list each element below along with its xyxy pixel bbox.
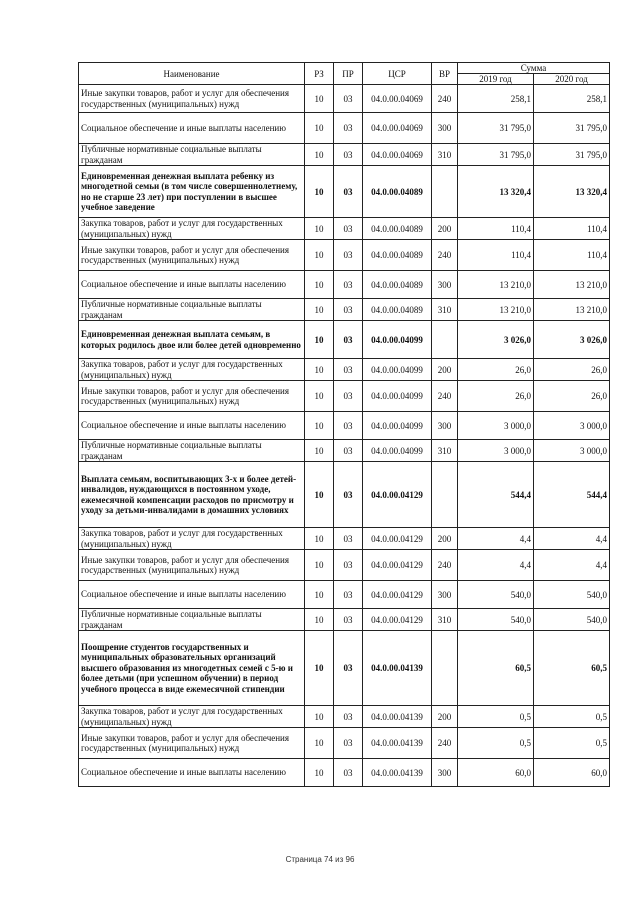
cell-pr: 03 (334, 144, 363, 166)
cell-name: Выплата семьям, воспитывающих 3-х и более детей-инвалидов, нуждающихся в постоянном уходе, ежемесячной компенсации расходов по присмотру и уходу за детьми-инвалидами в домашних условиях (79, 462, 305, 528)
table-row (79, 550, 610, 581)
cell-rz: 10 (305, 412, 334, 440)
cell-name: Иные закупки товаров, работ и услуг для обеспечения государственных (муниципальных) нужд (79, 381, 305, 412)
cell-pr: 03 (334, 728, 363, 759)
cell-pr: 03 (334, 85, 363, 113)
cell-vr: 300 (432, 759, 458, 787)
cell-vr: 240 (432, 550, 458, 581)
cell-csr: 04.0.00.04139 (363, 759, 432, 787)
table-row (79, 381, 610, 412)
cell-name: Единовременная денежная выплата семьям, в которых родилось двое или более детей одновременно (79, 321, 305, 359)
table-row (79, 113, 610, 144)
cell-csr: 04.0.00.04069 (363, 144, 432, 166)
cell-sum-2020: 60,0 (534, 759, 610, 787)
cell-rz: 10 (305, 759, 334, 787)
cell-sum-2020: 4,4 (534, 550, 610, 581)
cell-pr: 03 (334, 299, 363, 321)
cell-rz: 10 (305, 462, 334, 528)
cell-rz: 10 (305, 271, 334, 299)
cell-rz: 10 (305, 166, 334, 218)
cell-sum-2019: 0,5 (458, 728, 534, 759)
cell-pr: 03 (334, 581, 363, 609)
cell-rz: 10 (305, 240, 334, 271)
table-row (79, 299, 610, 321)
cell-rz: 10 (305, 631, 334, 706)
cell-csr: 04.0.00.04099 (363, 381, 432, 412)
cell-vr: 300 (432, 113, 458, 144)
cell-csr: 04.0.00.04089 (363, 271, 432, 299)
table-row (79, 759, 610, 787)
cell-sum-2019: 31 795,0 (458, 113, 534, 144)
table-row (79, 412, 610, 440)
cell-rz: 10 (305, 321, 334, 359)
cell-name: Социальное обеспечение и иные выплаты населению (79, 412, 305, 440)
cell-vr: 310 (432, 440, 458, 462)
cell-vr: 200 (432, 218, 458, 240)
cell-pr: 03 (334, 759, 363, 787)
cell-rz: 10 (305, 706, 334, 728)
cell-pr: 03 (334, 631, 363, 706)
header-2020: 2020 год (534, 74, 610, 85)
cell-sum-2019: 13 210,0 (458, 299, 534, 321)
cell-rz: 10 (305, 381, 334, 412)
cell-sum-2020: 540,0 (534, 609, 610, 631)
cell-sum-2019: 4,4 (458, 550, 534, 581)
cell-pr: 03 (334, 113, 363, 144)
cell-vr: 300 (432, 412, 458, 440)
cell-sum-2020: 544,4 (534, 462, 610, 528)
cell-sum-2020: 13 320,4 (534, 166, 610, 218)
cell-pr: 03 (334, 166, 363, 218)
cell-rz: 10 (305, 85, 334, 113)
cell-sum-2020: 0,5 (534, 706, 610, 728)
cell-name: Закупка товаров, работ и услуг для государственных (муниципальных) нужд (79, 359, 305, 381)
cell-pr: 03 (334, 462, 363, 528)
cell-csr: 04.0.00.04129 (363, 609, 432, 631)
cell-rz: 10 (305, 359, 334, 381)
cell-pr: 03 (334, 218, 363, 240)
cell-sum-2020: 4,4 (534, 528, 610, 550)
table-row (79, 271, 610, 299)
table-row (79, 528, 610, 550)
table-row (79, 166, 610, 218)
cell-sum-2019: 60,0 (458, 759, 534, 787)
cell-csr: 04.0.00.04089 (363, 299, 432, 321)
cell-rz: 10 (305, 218, 334, 240)
table-row (79, 462, 610, 528)
header-name: Наименование (79, 63, 305, 85)
table-row (79, 240, 610, 271)
cell-csr: 04.0.00.04069 (363, 85, 432, 113)
cell-pr: 03 (334, 550, 363, 581)
cell-vr: 200 (432, 706, 458, 728)
cell-vr (432, 631, 458, 706)
cell-pr: 03 (334, 528, 363, 550)
table-row (79, 144, 610, 166)
cell-sum-2020: 26,0 (534, 381, 610, 412)
header-sum: Сумма (458, 63, 610, 74)
cell-name: Закупка товаров, работ и услуг для государственных (муниципальных) нужд (79, 528, 305, 550)
cell-sum-2019: 4,4 (458, 528, 534, 550)
table-row (79, 631, 610, 706)
cell-sum-2019: 13 320,4 (458, 166, 534, 218)
cell-name: Социальное обеспечение и иные выплаты населению (79, 271, 305, 299)
cell-csr: 04.0.00.04139 (363, 728, 432, 759)
cell-sum-2020: 31 795,0 (534, 113, 610, 144)
table-row (79, 440, 610, 462)
cell-sum-2020: 258,1 (534, 85, 610, 113)
cell-name: Публичные нормативные социальные выплаты гражданам (79, 299, 305, 321)
cell-csr: 04.0.00.04099 (363, 412, 432, 440)
cell-name: Публичные нормативные социальные выплаты гражданам (79, 440, 305, 462)
cell-name: Иные закупки товаров, работ и услуг для обеспечения государственных (муниципальных) нужд (79, 240, 305, 271)
cell-rz: 10 (305, 440, 334, 462)
cell-name: Публичные нормативные социальные выплаты гражданам (79, 144, 305, 166)
cell-name: Социальное обеспечение и иные выплаты населению (79, 113, 305, 144)
cell-vr: 300 (432, 271, 458, 299)
cell-pr: 03 (334, 271, 363, 299)
cell-rz: 10 (305, 528, 334, 550)
header-pr: ПР (334, 63, 363, 85)
cell-vr: 240 (432, 381, 458, 412)
budget-table (78, 62, 610, 787)
cell-name: Социальное обеспечение и иные выплаты населению (79, 759, 305, 787)
table-row (79, 321, 610, 359)
cell-sum-2020: 110,4 (534, 240, 610, 271)
cell-vr (432, 321, 458, 359)
cell-sum-2019: 13 210,0 (458, 271, 534, 299)
cell-vr: 240 (432, 240, 458, 271)
cell-csr: 04.0.00.04129 (363, 528, 432, 550)
cell-sum-2020: 31 795,0 (534, 144, 610, 166)
cell-sum-2020: 540,0 (534, 581, 610, 609)
cell-csr: 04.0.00.04129 (363, 581, 432, 609)
cell-pr: 03 (334, 440, 363, 462)
cell-sum-2019: 110,4 (458, 240, 534, 271)
cell-sum-2020: 0,5 (534, 728, 610, 759)
cell-rz: 10 (305, 299, 334, 321)
cell-sum-2020: 13 210,0 (534, 271, 610, 299)
cell-pr: 03 (334, 321, 363, 359)
header-2019: 2019 год (458, 74, 534, 85)
cell-pr: 03 (334, 359, 363, 381)
table-row (79, 728, 610, 759)
cell-csr: 04.0.00.04099 (363, 440, 432, 462)
cell-sum-2019: 3 000,0 (458, 412, 534, 440)
cell-vr: 310 (432, 609, 458, 631)
cell-csr: 04.0.00.04069 (363, 113, 432, 144)
cell-name: Закупка товаров, работ и услуг для государственных (муниципальных) нужд (79, 706, 305, 728)
table-row (79, 706, 610, 728)
cell-sum-2019: 3 000,0 (458, 440, 534, 462)
cell-name: Публичные нормативные социальные выплаты гражданам (79, 609, 305, 631)
table-row (79, 359, 610, 381)
cell-sum-2020: 3 026,0 (534, 321, 610, 359)
cell-csr: 04.0.00.04089 (363, 218, 432, 240)
cell-pr: 03 (334, 412, 363, 440)
cell-rz: 10 (305, 609, 334, 631)
cell-vr: 200 (432, 528, 458, 550)
cell-csr: 04.0.00.04099 (363, 359, 432, 381)
cell-sum-2019: 26,0 (458, 381, 534, 412)
header-csr: ЦСР (363, 63, 432, 85)
table-row (79, 85, 610, 113)
cell-vr: 240 (432, 85, 458, 113)
cell-rz: 10 (305, 550, 334, 581)
cell-csr: 04.0.00.04139 (363, 706, 432, 728)
cell-rz: 10 (305, 728, 334, 759)
cell-vr: 240 (432, 728, 458, 759)
cell-sum-2019: 540,0 (458, 581, 534, 609)
header-rz: РЗ (305, 63, 334, 85)
table-row (79, 609, 610, 631)
cell-sum-2019: 3 026,0 (458, 321, 534, 359)
cell-vr: 310 (432, 144, 458, 166)
cell-sum-2019: 60,5 (458, 631, 534, 706)
cell-pr: 03 (334, 240, 363, 271)
cell-pr: 03 (334, 381, 363, 412)
header-vr: ВР (432, 63, 458, 85)
cell-csr: 04.0.00.04129 (363, 550, 432, 581)
cell-sum-2020: 60,5 (534, 631, 610, 706)
cell-csr: 04.0.00.04089 (363, 240, 432, 271)
cell-rz: 10 (305, 581, 334, 609)
cell-rz: 10 (305, 113, 334, 144)
table-body (79, 85, 610, 787)
cell-name: Иные закупки товаров, работ и услуг для обеспечения государственных (муниципальных) нужд (79, 728, 305, 759)
cell-vr: 200 (432, 359, 458, 381)
cell-csr: 04.0.00.04089 (363, 166, 432, 218)
cell-vr (432, 166, 458, 218)
cell-sum-2019: 110,4 (458, 218, 534, 240)
cell-csr: 04.0.00.04099 (363, 321, 432, 359)
cell-sum-2020: 3 000,0 (534, 412, 610, 440)
cell-name: Иные закупки товаров, работ и услуг для обеспечения государственных (муниципальных) нужд (79, 550, 305, 581)
cell-csr: 04.0.00.04129 (363, 462, 432, 528)
cell-vr: 310 (432, 299, 458, 321)
cell-sum-2019: 540,0 (458, 609, 534, 631)
cell-pr: 03 (334, 706, 363, 728)
cell-rz: 10 (305, 144, 334, 166)
cell-name: Поощрение студентов государственных и муниципальных образовательных организаций высшего образования из многодетных семей с 5-ю и более детьми (при успешном обучении) в период учебного процесса в виде ежемесячной стипендии (79, 631, 305, 706)
cell-sum-2020: 110,4 (534, 218, 610, 240)
table-row (79, 218, 610, 240)
cell-vr: 300 (432, 581, 458, 609)
cell-name: Иные закупки товаров, работ и услуг для обеспечения государственных (муниципальных) нужд (79, 85, 305, 113)
cell-sum-2019: 0,5 (458, 706, 534, 728)
cell-sum-2019: 544,4 (458, 462, 534, 528)
cell-sum-2020: 13 210,0 (534, 299, 610, 321)
cell-sum-2019: 258,1 (458, 85, 534, 113)
cell-sum-2019: 31 795,0 (458, 144, 534, 166)
table-row (79, 581, 610, 609)
cell-name: Единовременная денежная выплата ребенку из многодетной семьи (в том числе совершеннолетнему, но не старше 23 лет) при поступлении в высшее учебное заведение (79, 166, 305, 218)
cell-sum-2020: 3 000,0 (534, 440, 610, 462)
cell-csr: 04.0.00.04139 (363, 631, 432, 706)
cell-name: Социальное обеспечение и иные выплаты населению (79, 581, 305, 609)
page-number: Страница 74 из 96 (285, 855, 355, 864)
cell-vr (432, 462, 458, 528)
cell-name: Закупка товаров, работ и услуг для государственных (муниципальных) нужд (79, 218, 305, 240)
cell-sum-2020: 26,0 (534, 359, 610, 381)
cell-sum-2019: 26,0 (458, 359, 534, 381)
cell-pr: 03 (334, 609, 363, 631)
